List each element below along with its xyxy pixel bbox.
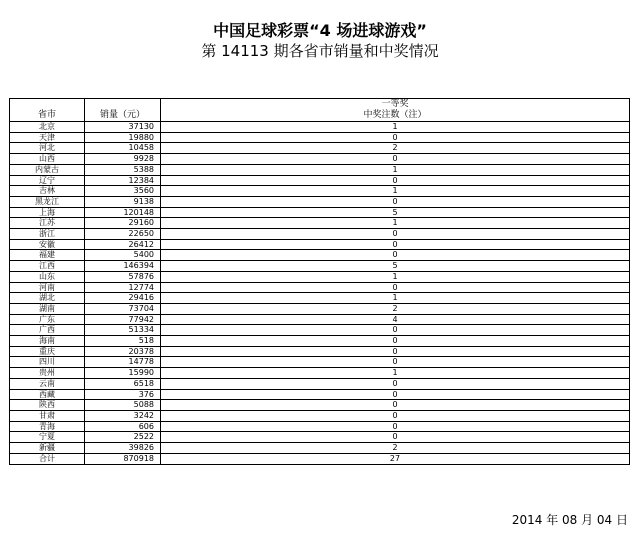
cell-sales: 9138 [85,196,161,207]
cell-winners: 0 [161,196,630,207]
cell-winners: 0 [161,421,630,432]
cell-province: 河北 [10,143,85,154]
table-row [10,218,630,229]
cell-winners: 0 [161,357,630,368]
table-row [10,400,630,411]
cell-province: 安徽 [10,239,85,250]
cell-winners: 0 [161,346,630,357]
table-row [10,368,630,379]
cell-province: 福建 [10,250,85,261]
cell-province: 青海 [10,421,85,432]
cell-winners: 1 [161,271,630,282]
table-row [10,164,630,175]
table-row [10,250,630,261]
table-row [10,143,630,154]
cell-province: 山东 [10,271,85,282]
table-row [10,346,630,357]
cell-winners: 1 [161,368,630,379]
cell-winners: 5 [161,207,630,218]
cell-sales: 606 [85,421,161,432]
cell-winners: 0 [161,250,630,261]
cell-sales: 37130 [85,122,161,133]
cell-winners: 0 [161,239,630,250]
table-row [10,410,630,421]
cell-sales: 3242 [85,410,161,421]
cell-sales: 29160 [85,218,161,229]
table-row [10,314,630,325]
cell-sales: 19880 [85,132,161,143]
table-row [10,122,630,133]
cell-province: 湖南 [10,303,85,314]
table-row [10,421,630,432]
table-row [10,336,630,347]
total-row [10,453,630,464]
cell-sales: 10458 [85,143,161,154]
header-sales: 销量（元） [85,99,161,122]
header-first-prize [161,99,630,122]
table-row [10,293,630,304]
cell-sales: 29416 [85,293,161,304]
header-prize-line2: 中奖注数（注） [363,110,427,120]
cell-winners: 0 [161,132,630,143]
report-date: 2014 年 08 月 04 日 [511,513,628,527]
table-row [10,378,630,389]
cell-province: 内蒙古 [10,164,85,175]
cell-sales: 77942 [85,314,161,325]
sales-table [9,98,630,465]
cell-sales: 3560 [85,186,161,197]
cell-sales: 376 [85,389,161,400]
cell-province: 湖北 [10,293,85,304]
cell-winners: 0 [161,378,630,389]
cell-province: 北京 [10,122,85,133]
cell-sales: 26412 [85,239,161,250]
cell-province: 合计 [10,453,85,464]
cell-province: 甘肃 [10,410,85,421]
cell-winners: 0 [161,432,630,443]
cell-sales: 5400 [85,250,161,261]
cell-province: 贵州 [10,368,85,379]
page-title: 中国足球彩票“4 场进球游戏” [213,21,427,40]
cell-province: 辽宁 [10,175,85,186]
cell-province: 海南 [10,336,85,347]
cell-province: 江西 [10,261,85,272]
cell-province: 西藏 [10,389,85,400]
table-row [10,175,630,186]
cell-winners: 1 [161,218,630,229]
cell-sales: 12384 [85,175,161,186]
cell-sales: 73704 [85,303,161,314]
cell-winners: 0 [161,400,630,411]
cell-winners: 1 [161,293,630,304]
cell-province: 重庆 [10,346,85,357]
cell-sales: 20378 [85,346,161,357]
cell-winners: 2 [161,443,630,454]
cell-sales: 146394 [85,261,161,272]
cell-province: 浙江 [10,229,85,240]
cell-winners: 0 [161,229,630,240]
cell-province: 上海 [10,207,85,218]
cell-sales: 57876 [85,271,161,282]
cell-province: 宁夏 [10,432,85,443]
cell-sales: 12774 [85,282,161,293]
table-row [10,239,630,250]
table-row [10,154,630,165]
cell-sales: 5088 [85,400,161,411]
cell-sales: 6518 [85,378,161,389]
cell-province: 新疆 [10,443,85,454]
cell-winners: 0 [161,282,630,293]
cell-winners: 1 [161,186,630,197]
table-row [10,261,630,272]
cell-sales: 39826 [85,443,161,454]
table-row [10,389,630,400]
cell-sales: 120148 [85,207,161,218]
cell-sales: 22650 [85,229,161,240]
table-row [10,325,630,336]
cell-province: 天津 [10,132,85,143]
header-province: 省市 [10,99,85,122]
cell-sales: 518 [85,336,161,347]
cell-sales: 5388 [85,164,161,175]
cell-winners: 0 [161,410,630,421]
cell-winners: 2 [161,303,630,314]
cell-winners: 0 [161,325,630,336]
table-row [10,196,630,207]
cell-sales: 2522 [85,432,161,443]
cell-province: 云南 [10,378,85,389]
cell-winners: 0 [161,389,630,400]
cell-sales: 15990 [85,368,161,379]
header-prize-line1: 一等奖 [381,99,409,109]
cell-winners: 5 [161,261,630,272]
table-row [10,282,630,293]
table-row [10,132,630,143]
table-row [10,271,630,282]
table-row [10,432,630,443]
cell-winners: 27 [161,453,630,464]
cell-sales: 51334 [85,325,161,336]
cell-winners: 1 [161,122,630,133]
cell-province: 四川 [10,357,85,368]
table-header-row [10,99,630,122]
cell-province: 江苏 [10,218,85,229]
table-row [10,207,630,218]
cell-winners: 0 [161,336,630,347]
table-row [10,303,630,314]
cell-winners: 1 [161,164,630,175]
cell-province: 黑龙江 [10,196,85,207]
cell-sales: 9928 [85,154,161,165]
cell-winners: 2 [161,143,630,154]
cell-sales: 14778 [85,357,161,368]
cell-province: 广东 [10,314,85,325]
table-row [10,186,630,197]
cell-province: 吉林 [10,186,85,197]
cell-province: 山西 [10,154,85,165]
page-subtitle: 第 14113 期各省市销量和中奖情况 [201,42,439,60]
cell-winners: 0 [161,175,630,186]
cell-winners: 0 [161,154,630,165]
table-row [10,229,630,240]
cell-sales: 870918 [85,453,161,464]
cell-province: 陕西 [10,400,85,411]
table-row [10,443,630,454]
table-row [10,357,630,368]
cell-winners: 4 [161,314,630,325]
cell-province: 广西 [10,325,85,336]
cell-province: 河南 [10,282,85,293]
